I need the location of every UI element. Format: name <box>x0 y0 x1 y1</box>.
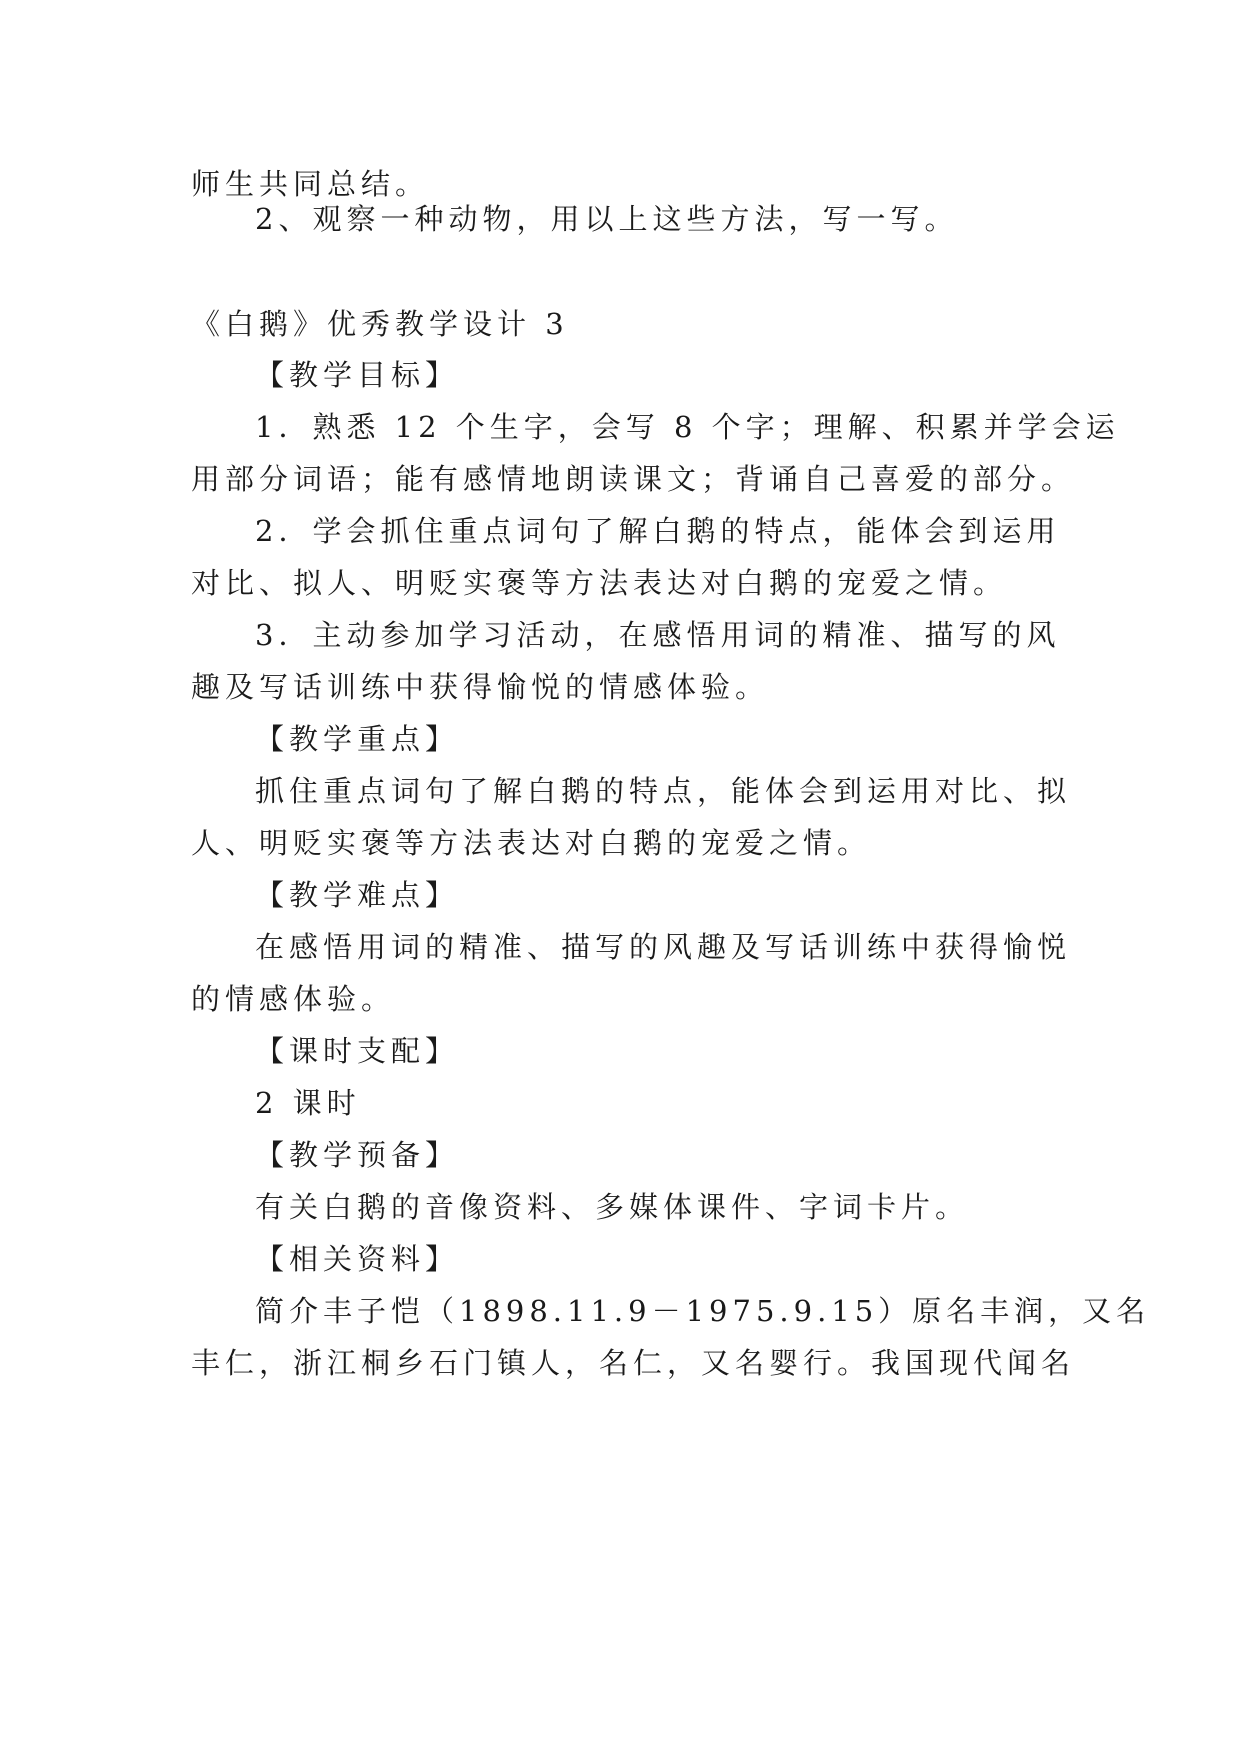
section-heading-resources: 【相关资料】 <box>255 1242 460 1276</box>
body-text-line: 简介丰子恺（1898.11.9－1975.9.15）原名丰润，又名 <box>255 1294 1151 1328</box>
body-text-line: 2 课时 <box>255 1086 361 1120</box>
body-text-line: 2．学会抓住重点词句了解白鹅的特点，能体会到运用 <box>255 514 1061 548</box>
body-text-line: 3．主动参加学习活动，在感悟用词的精准、描写的风 <box>255 618 1061 652</box>
body-text-line: 丰仁，浙江桐乡石门镇人，名仁，又名婴行。我国现代闻名 <box>191 1346 1076 1380</box>
body-text-line: 用部分词语；能有感情地朗读课文；背诵自己喜爱的部分。 <box>191 462 1076 496</box>
body-text-line: 对比、拟人、明贬实褒等方法表达对白鹅的宠爱之情。 <box>191 566 1008 600</box>
body-text-line: 人、明贬实褒等方法表达对白鹅的宠爱之情。 <box>191 826 872 860</box>
body-text-line: 1．熟悉 12 个生字，会写 8 个字；理解、积累并学会运 <box>255 410 1120 444</box>
body-text-line: 有关白鹅的音像资料、多媒体课件、字词卡片。 <box>255 1190 970 1224</box>
section-title: 《白鹅》优秀教学设计 3 <box>191 307 569 341</box>
section-heading-objectives: 【教学目标】 <box>255 358 460 392</box>
section-heading-difficulties: 【教学难点】 <box>255 878 460 912</box>
section-heading-preparation: 【教学预备】 <box>255 1138 460 1172</box>
body-text-line: 师生共同总结。 <box>191 167 430 201</box>
body-text-line: 在感悟用词的精准、描写的风趣及写话训练中获得愉悦 <box>255 930 1072 964</box>
section-heading-schedule: 【课时支配】 <box>255 1034 460 1068</box>
body-text-line: 的情感体验。 <box>191 982 396 1016</box>
body-text-line: 趣及写话训练中获得愉悦的情感体验。 <box>191 670 770 704</box>
section-heading-key-points: 【教学重点】 <box>255 722 460 756</box>
body-text-line: 2、观察一种动物，用以上这些方法，写一写。 <box>255 202 959 236</box>
body-text-line: 抓住重点词句了解白鹅的特点，能体会到运用对比、拟 <box>255 774 1072 808</box>
